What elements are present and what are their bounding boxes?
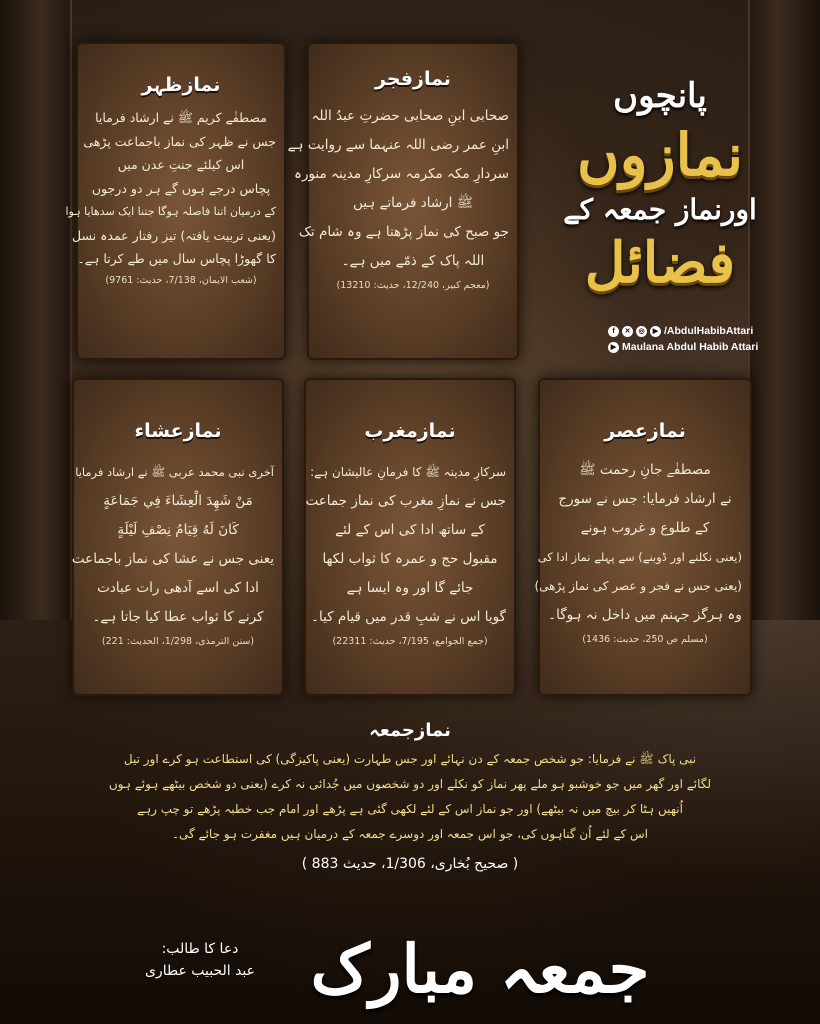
jumma-line: لگائے اور گھر میں جو خوشبو ہو ملے پھر نماز کو نکلے اور دو شخصوں میں جُدائی نہ کرے (یعنی دو شخص بیٹھے ہوئے ہوں: [108, 777, 712, 791]
card-line: سرکارِ مدینہ ﷺ کا فرمانِ عالیشان ہے:: [310, 465, 506, 479]
card-isha: [72, 378, 284, 696]
card-line: مَنْ شَهِدَ الْعِشَاءَ فِي جَمَاعَةٍ: [103, 493, 253, 509]
card-reference: (شعب الایمان، 7/138، حدیث: 9761): [105, 274, 257, 286]
instagram-icon[interactable]: ◎: [636, 326, 647, 337]
card-title: نمازعصر: [604, 420, 686, 442]
social-channel[interactable]: Maulana Abdul Habib Attari: [622, 341, 759, 353]
youtube-channel-icon[interactable]: ▶: [608, 342, 619, 353]
jumma-reference: ( صحیح بُخاری، 1/306، حدیث 883 ): [301, 856, 519, 872]
card-line: یعنی جس نے عشا کی نماز باجماعت: [71, 551, 274, 567]
social-row-handle: [608, 323, 808, 339]
card-line: پچاس درجے ہوں گے ہر دو درجوں: [91, 180, 271, 196]
card-line: مصطفٰے کریم ﷺ نے ارشاد فرمایا: [95, 110, 267, 125]
card-line: ﷺ ارشاد فرماتے ہیں: [352, 195, 474, 211]
dua-name: عبد الحبیب عطاری: [144, 963, 256, 979]
card-line: کے طلوع و غروب ہونے: [580, 520, 710, 536]
card-reference: (جمع الجوامع، 7/195، حدیث: 22311): [332, 636, 488, 647]
card-line: جس نے نمازِ مغرب کی نماز جماعت: [305, 493, 506, 509]
card-line: اس کیلئے جنتِ عدن میں: [117, 157, 245, 172]
card-title: نمازمغرب: [364, 420, 456, 442]
card-reference: (معجم کبیر، 12/240، حدیث: 13210): [336, 280, 490, 291]
card-reference: (سنن الترمذی، 1/298، الحدیث: 221): [101, 636, 255, 647]
card-line: سردارِ مکہ مکرمہ سرکارِ مدینہ منورہ: [294, 166, 509, 182]
social-handle[interactable]: /AbdulHabibAttari: [664, 325, 754, 337]
card-line: آخری نبی محمد عربی ﷺ نے ارشاد فرمایا: [75, 465, 274, 479]
card-line: جو صبح کی نماز پڑھتا ہے وہ شام تک: [298, 224, 509, 240]
card-line: کے درمیان اتنا فاصلہ ہوگا جتنا ایک سدھایا ہوا: [65, 205, 276, 218]
jumma-mubarak-title: جمعہ مبارک: [310, 930, 650, 1008]
jumma-line: نبی پاک ﷺ نے فرمایا: جو شخص جمعہ کے دن نہائے اور جس طہارت (یعنی پاکیزگی) کی استطاعت ہو کرے اور تیل: [123, 752, 697, 766]
card-line: جس نے ظہر کی نماز باجماعت پڑھی: [83, 133, 276, 149]
jumma-line: اس کے لئے اُن گناہوں کی، جو اس جمعہ اور دوسرے جمعہ کے درمیان ہیں مغفرت ہو جائے گی۔: [172, 827, 648, 841]
social-row-channel: [608, 339, 808, 355]
card-line: مصطفٰے جانِ رحمت ﷺ: [579, 462, 711, 478]
card-maghrib: [304, 378, 516, 696]
card-line: صحابی ابنِ صحابی حضرتِ عبدُ اللہ: [311, 108, 509, 124]
card-title: نمازفجر: [375, 68, 451, 90]
card-line: مقبول حج و عمرہ کا ثواب لکھا: [322, 551, 498, 567]
card-line: کے ساتھ ادا کی اس کے لئے: [335, 522, 485, 538]
card-fajr: [287, 42, 519, 360]
card-line: ابنِ عمر رضی اللہ عنہما سے روایت ہے: [287, 137, 509, 153]
dua-credit: [140, 938, 260, 982]
card-line: ادا کی اسے آدھی رات عبادت: [97, 580, 259, 596]
card-title: نمازعشاء: [134, 420, 222, 442]
hero-line-1: پانچوں: [613, 76, 707, 116]
card-line: اللہ پاک کے ذمّے میں ہے۔: [341, 253, 485, 269]
jumma-line: اُنھیں ہٹا کر بیچ میں نہ بیٹھے) اور جو نماز اس کے لئے لکھی گئی ہے پڑھے اور امام جب خطبہ پڑھے تو چپ رہے: [137, 802, 683, 816]
youtube-icon[interactable]: ▶: [650, 326, 661, 337]
card-title: نمازظہر: [141, 74, 221, 96]
card-zuhr: [65, 42, 286, 360]
hero-title: [530, 72, 790, 332]
social-links: [608, 323, 808, 355]
hero-line-3: اورنماز جمعہ کے: [563, 193, 757, 226]
card-line: (یعنی جس نے فجر و عصر کی نماز پڑھی): [534, 579, 742, 593]
card-line: (یعنی تربیت یافتہ) تیز رفتار عمدہ نسل: [72, 227, 276, 243]
card-line: نے ارشاد فرمایا: جس نے سورج: [558, 491, 732, 507]
facebook-icon[interactable]: f: [608, 326, 619, 337]
card-asr: [534, 378, 752, 696]
card-line: كَانَ لَهُ قِيَامُ نِصْفِ لَيْلَةٍ: [117, 522, 239, 538]
card-line: گویا اس نے شبِ قدر میں قیام کیا۔: [311, 609, 506, 625]
arch-pillar-left: [0, 0, 72, 620]
card-line: وہ ہرگز جہنم میں داخل نہ ہوگا۔: [548, 607, 742, 623]
card-line: کرنے کا ثواب عطا کیا جاتا ہے۔: [92, 609, 264, 625]
card-line: (یعنی نکلنے اور ڈوبنے) سے پہلے نماز ادا کی: [537, 550, 742, 564]
card-reference: (مسلم ص 250، حدیث: 1436): [582, 634, 708, 645]
dua-label: دعا کا طالب:: [161, 941, 239, 957]
x-icon[interactable]: ✕: [622, 326, 633, 337]
card-line: کا گھوڑا پچاس سال میں طے کرتا ہے۔: [77, 251, 276, 266]
card-line: جائے گا اور وہ ایسا ہے: [346, 580, 474, 596]
hero-line-2: نمازوں: [577, 121, 743, 189]
hero-line-4: فضائل: [584, 230, 736, 296]
jumma-section: [40, 720, 780, 875]
jumma-title: نمازجمعہ: [369, 720, 451, 741]
